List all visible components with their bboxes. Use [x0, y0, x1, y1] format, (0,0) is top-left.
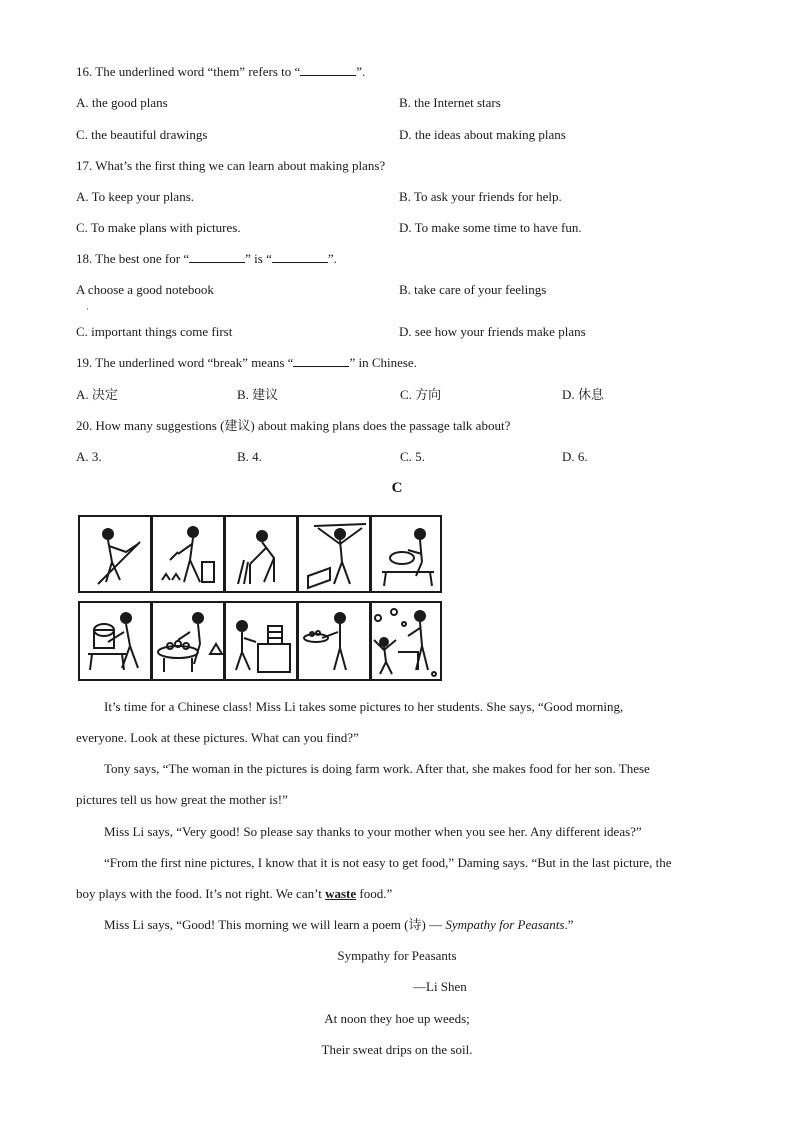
- poem-title-inline: Sympathy for Peasants: [445, 917, 565, 932]
- q20-option-d: D. 6.: [562, 449, 588, 464]
- q18-option-b: B. take care of your feelings: [399, 282, 547, 297]
- q17-option-c: C. To make plans with pictures.: [76, 220, 241, 235]
- section-heading: C: [391, 480, 403, 496]
- q18-option-a: A choose a good notebook: [76, 282, 214, 297]
- passage-para-2-line-1: Tony says, “The woman in the pictures is doing farm work. After that, she makes food for her son. These: [104, 761, 650, 776]
- q17-option-d: D. To make some time to have fun.: [399, 220, 582, 235]
- q20-option-a: A. 3.: [76, 449, 102, 464]
- q17-option-b: B. To ask your friends for help.: [399, 189, 562, 204]
- poem-line-2: Their sweat drips on the soil.: [321, 1042, 473, 1057]
- q18-stem: 18. The best one for “ ” is “ ”.: [76, 251, 337, 266]
- q16-option-b: B. the Internet stars: [399, 95, 501, 110]
- q18-option-c: C. important things come first: [76, 324, 233, 339]
- stray-dot: ·: [86, 304, 89, 314]
- passage-para-1-line-2: everyone. Look at these pictures. What can you find?”: [76, 730, 359, 745]
- passage-para-3: Miss Li says, “Very good! So please say thanks to your mother when you see her. Any different ideas?”: [104, 824, 642, 839]
- underlined-word-waste: waste: [325, 886, 357, 901]
- q16-option-c: C. the beautiful drawings: [76, 127, 208, 142]
- q19-option-d: D. 休息: [562, 387, 604, 402]
- q18-option-d: D. see how your friends make plans: [399, 324, 586, 339]
- poem-author: —Li Shen: [413, 979, 467, 994]
- passage-para-1-line-1: It’s time for a Chinese class! Miss Li takes some pictures to her students. She says, “Good morning,: [104, 699, 624, 714]
- q16-stem: 16. The underlined word “them” refers to “ ”.: [76, 64, 366, 79]
- q19-option-b: B. 建议: [237, 387, 279, 402]
- q16-option-d: D. the ideas about making plans: [399, 127, 566, 142]
- q19-stem: 19. The underlined word “break” means “ ” in Chinese.: [76, 355, 417, 370]
- q20-option-b: B. 4.: [237, 449, 262, 464]
- poem-line-1: At noon they hoe up weeds;: [324, 1011, 470, 1026]
- q19-option-a: A. 决定: [76, 387, 118, 402]
- q17-stem: 17. What’s the first thing we can learn about making plans?: [76, 158, 386, 173]
- poem-title: Sympathy for Peasants: [337, 948, 457, 963]
- passage-para-4-line-2: boy plays with the food. It’s not right. We can’t waste food.”: [76, 886, 393, 901]
- farm-work-comic-illustration: [78, 514, 442, 682]
- q17-option-a: A. To keep your plans.: [76, 189, 194, 204]
- q20-stem: 20. How many suggestions (建议) about making plans does the passage talk about?: [76, 418, 511, 433]
- q16-option-a: A. the good plans: [76, 95, 168, 110]
- passage-para-2-line-2: pictures tell us how great the mother is!”: [76, 792, 288, 807]
- q20-option-c: C. 5.: [400, 449, 425, 464]
- passage-para-5: Miss Li says, “Good! This morning we will learn a poem (诗) — Sympathy for Peasants.”: [104, 917, 574, 932]
- passage-para-4-line-1: “From the first nine pictures, I know that it is not easy to get food,” Daming says. “But in the last picture, the: [104, 855, 672, 870]
- q19-option-c: C. 方向: [400, 387, 442, 402]
